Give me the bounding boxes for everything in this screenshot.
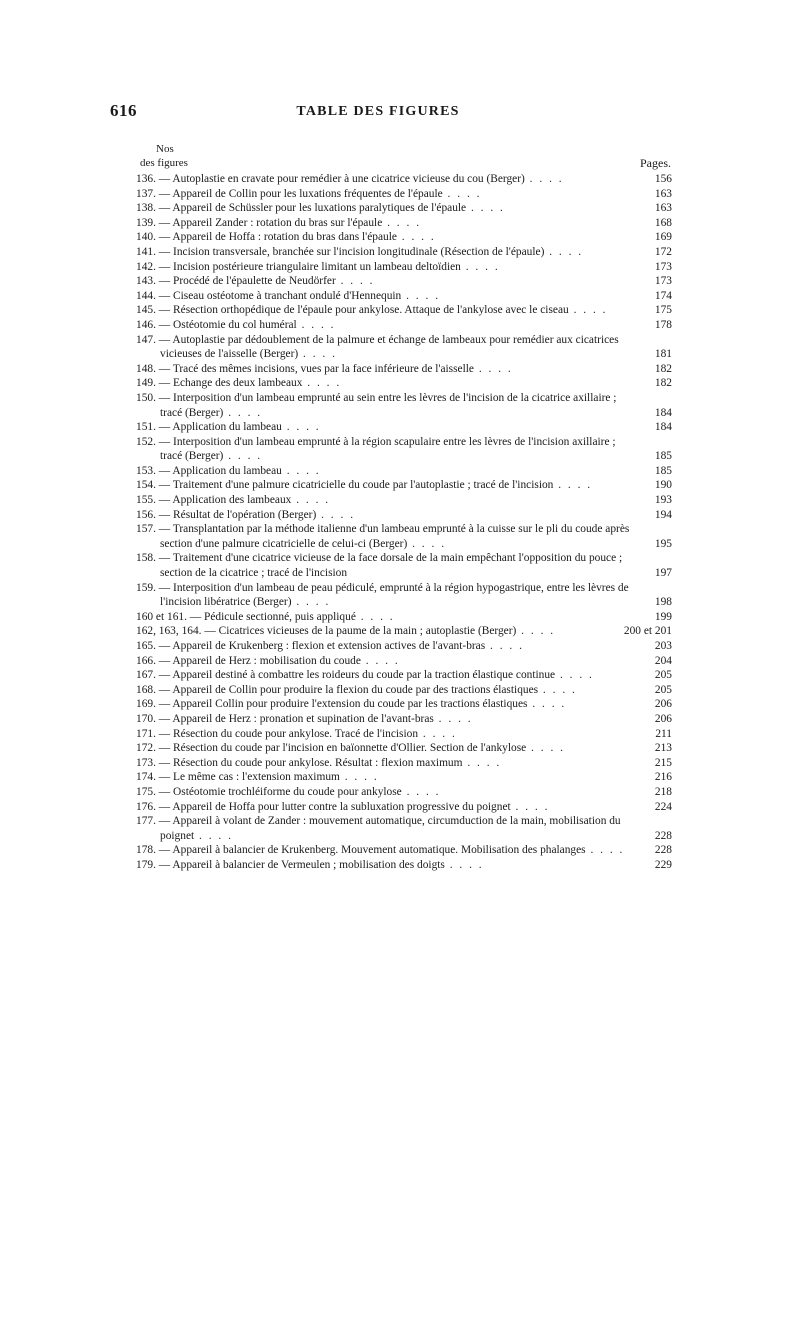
figure-caption: — Appareil Collin pour produire l'extension du coude par les tractions élastiques — [158, 698, 528, 711]
page-reference: 197 — [654, 567, 672, 580]
page-reference: 193 — [654, 494, 672, 507]
figure-number: 169. — [136, 698, 156, 711]
figure-number: 152. — [136, 435, 156, 448]
figure-caption: — Appareil à balancier de Vermeulen ; mobilisation des doigts — [158, 858, 445, 871]
figure-caption: — Résection du coude par l'incision en baïonnette d'Ollier. Section de l'ankylose — [158, 742, 527, 755]
page-reference: 216 — [654, 771, 672, 784]
figure-number: 171. — [136, 727, 156, 740]
dot-leader: . . . . — [223, 406, 263, 419]
page-reference: 182 — [654, 377, 672, 390]
figure-caption: — Appareil de Collin pour produire la flexion du coude par des tractions élastiques — [158, 683, 539, 696]
dot-leader: . . . . — [316, 508, 356, 521]
figure-number: 153. — [136, 464, 156, 477]
figure-caption: — Autoplastie par dédoublement de la palmure et échange de lambeaux pour remédier aux cicatrices vicieuses de l'aisselle (Berger) — [158, 333, 619, 361]
figure-entry — [136, 639, 672, 654]
figure-caption: — Appareil de Herz : pronation et supination de l'avant-bras — [158, 712, 434, 725]
dot-leader: . . . . — [460, 260, 500, 273]
figure-caption: — Interposition d'un lambeau emprunté au sein entre les lèvres de l'incision de la cicatrice axillaire ; tracé (Berger) — [158, 391, 617, 419]
figure-number: 174. — [136, 771, 156, 784]
page-reference: 198 — [654, 596, 672, 609]
column-header-pages: Pages. — [640, 156, 671, 170]
page-reference: 173 — [654, 260, 672, 273]
page-reference: 173 — [654, 275, 672, 288]
page-reference: 200 et 201 — [623, 625, 672, 638]
figure-number: 137. — [136, 187, 156, 200]
page-reference: 168 — [654, 216, 672, 229]
figure-entry — [136, 581, 672, 610]
figure-caption: — Appareil Zander : rotation du bras sur l'épaule — [158, 216, 383, 229]
figure-caption: — Résection orthopédique de l'épaule pour ankylose. Attaque de l'ankylose avec le ciseau — [158, 304, 569, 317]
page-reference: 203 — [654, 640, 672, 652]
page-reference: 199 — [654, 610, 672, 623]
dot-leader: . . . . — [510, 800, 550, 813]
figure-entry — [136, 201, 672, 216]
figure-number: 148. — [136, 362, 156, 375]
figure-number: 141. — [136, 245, 156, 258]
figure-caption: — Appareil destiné à combattre les roideurs du coude par la traction élastique continue — [158, 669, 556, 682]
page-reference: 205 — [654, 669, 672, 682]
figure-caption: — Résultat de l'opération (Berger) — [158, 508, 317, 521]
dot-leader: . . . . — [553, 479, 593, 492]
page-reference: 204 — [654, 654, 672, 667]
column-header-nos: Nos — [156, 143, 174, 155]
running-title: TABLE DES FIGURES — [296, 104, 460, 119]
page-reference: 184 — [654, 406, 672, 419]
page-reference: 178 — [654, 318, 672, 331]
figure-caption: — Procédé de l'épaulette de Neudörfer — [158, 275, 336, 288]
figure-entry — [136, 230, 672, 245]
figure-entry — [136, 858, 672, 873]
dot-leader: . . . . — [444, 858, 484, 871]
dot-leader: . . . . — [433, 712, 473, 725]
figure-entry — [136, 551, 672, 580]
figure-number: 151. — [136, 421, 156, 434]
figure-entry — [136, 654, 672, 669]
figure-number: 140. — [136, 231, 156, 244]
dot-leader: . . . . — [555, 669, 594, 682]
dot-leader: . . . . — [407, 537, 447, 550]
figure-caption: — Application du lambeau — [158, 464, 282, 477]
dot-leader: . . . . — [401, 785, 441, 798]
figure-caption: — Traitement d'une cicatrice vicieuse de la face dorsale de la main empêchant l'opposition du pouce ; section de la cicatrice ; tracé de l'incision — [158, 552, 623, 580]
figure-entry — [136, 478, 672, 493]
figure-number: 139. — [136, 216, 156, 229]
figure-entry — [136, 814, 672, 843]
figure-number: 170. — [136, 712, 156, 725]
page-reference: 163 — [654, 187, 672, 200]
figure-entry — [136, 260, 672, 275]
figure-number: 149. — [136, 377, 156, 390]
figure-number: 156. — [136, 508, 156, 521]
figure-caption: — Incision postérieure triangulaire limitant un lambeau deltoïdien — [158, 260, 461, 273]
page-reference: 156 — [654, 173, 672, 185]
figure-entry — [136, 245, 672, 260]
dot-leader: . . . . — [360, 654, 400, 667]
figure-caption: — Résection du coude pour ankylose. Résultat : flexion maximum — [158, 756, 463, 769]
figure-list — [136, 172, 672, 873]
dot-leader: . . . . — [485, 640, 524, 652]
dot-leader: . . . . — [466, 202, 505, 215]
figure-number: 166. — [136, 654, 156, 667]
figure-number: 157. — [136, 523, 156, 536]
figure-number: 175. — [136, 785, 156, 798]
dot-leader: . . . . — [538, 683, 577, 696]
figure-caption: — Application du lambeau — [158, 421, 282, 434]
figure-entry — [136, 187, 672, 202]
figure-caption: — Appareil de Schüssler pour les luxations paralytiques de l'épaule — [158, 202, 467, 215]
figure-caption: — Pédicule sectionné, puis appliqué — [189, 610, 356, 623]
figure-entry — [136, 376, 672, 391]
page-reference: 195 — [654, 537, 672, 550]
figure-caption: — Cicatrices vicieuses de la paume de la main ; autoplastie (Berger) — [204, 625, 517, 638]
dot-leader: . . . . — [527, 698, 567, 711]
figure-entry — [136, 289, 672, 304]
page-reference: 211 — [655, 727, 672, 740]
dot-leader: . . . . — [281, 464, 321, 477]
figure-caption: — Incision transversale, branchée sur l'incision longitudinale (Résection de l'épaule) — [158, 245, 545, 258]
dot-leader: . . . . — [462, 756, 502, 769]
dot-leader: . . . . — [585, 844, 625, 857]
dot-leader: . . . . — [223, 450, 263, 463]
figure-entry — [136, 274, 672, 289]
dot-leader: . . . . — [194, 829, 233, 842]
column-header-des-figures: des figures — [140, 157, 188, 169]
dot-leader: . . . . — [524, 173, 564, 185]
figure-caption: — Application des lambeaux — [158, 494, 292, 507]
dot-leader: . . . . — [296, 318, 336, 331]
page-reference: 218 — [654, 785, 672, 798]
figure-entry — [136, 683, 672, 698]
figure-entry — [136, 727, 672, 742]
figure-caption: — Appareil de Collin pour les luxations fréquentes de l'épaule — [158, 187, 443, 200]
dot-leader: . . . . — [335, 275, 375, 288]
figure-entry — [136, 333, 672, 362]
figure-number: 176. — [136, 800, 156, 813]
figure-number: 173. — [136, 756, 156, 769]
dot-leader: . . . . — [442, 187, 482, 200]
figure-number: 167. — [136, 669, 156, 682]
figure-caption: — Transplantation par la méthode italienne d'un lambeau emprunté à la cuisse sur le pli du coude après section d'une palmure cicatricielle de celui-ci (Berger) — [158, 523, 630, 550]
figure-caption: — Appareil de Hoffa pour lutter contre la subluxation progressive du poignet — [158, 800, 511, 813]
figure-entry — [136, 172, 672, 187]
figure-entry — [136, 624, 672, 639]
figure-entry — [136, 216, 672, 231]
figure-entry — [136, 770, 672, 785]
figure-entry — [136, 668, 672, 683]
figure-number: 150. — [136, 391, 156, 404]
page-reference: 174 — [654, 289, 672, 302]
page-reference: 185 — [654, 464, 672, 477]
figure-caption: — Tracé des mêmes incisions, vues par la face inférieure de l'aisselle — [158, 362, 474, 375]
dot-leader: . . . . — [291, 494, 331, 507]
dot-leader: . . . . — [339, 771, 379, 784]
figure-number: 159. — [136, 581, 156, 594]
figure-caption: — Appareil de Hoffa : rotation du bras dans l'épaule — [158, 231, 397, 244]
page-reference: 181 — [654, 348, 672, 361]
figure-caption: — Ciseau ostéotome à tranchant ondulé d'Hennequin — [158, 289, 402, 302]
page-reference: 184 — [654, 421, 672, 434]
figure-caption: — Appareil de Herz : mobilisation du coude — [158, 654, 361, 667]
page-reference: 213 — [654, 742, 672, 755]
dot-leader: . . . . — [401, 289, 441, 302]
figure-entry — [136, 464, 672, 479]
page-reference: 163 — [654, 202, 672, 215]
figure-caption: — Appareil à volant de Zander : mouvement automatique, circumduction de la main, mobilisation du poignet — [158, 815, 621, 842]
dot-leader: . . . . — [382, 216, 422, 229]
figure-entry — [136, 800, 672, 815]
figure-entry — [136, 756, 672, 771]
figure-caption: — Interposition d'un lambeau de peau pédiculé, emprunté à la région hypogastrique, entre les lèvres de l'incision libératrice (Berger) — [158, 581, 629, 609]
dot-leader: . . . . — [291, 596, 331, 609]
figure-number: 155. — [136, 494, 156, 507]
dot-leader: . . . . — [281, 421, 321, 434]
figure-number: 136. — [136, 173, 156, 185]
figure-entry — [136, 843, 672, 858]
dot-leader: . . . . — [516, 625, 556, 638]
figure-caption: — Appareil de Krukenberg : flexion et extension actives de l'avant-bras — [158, 640, 486, 652]
figure-entry — [136, 391, 672, 420]
figure-caption: — Echange des deux lambeaux — [158, 377, 303, 390]
page-number: 616 — [110, 101, 137, 120]
page-reference: 185 — [654, 450, 672, 463]
figure-number: 160 et 161. — [136, 610, 187, 623]
dot-leader: . . . . — [396, 231, 436, 244]
figure-number: 165. — [136, 640, 156, 652]
page-reference: 175 — [654, 304, 672, 317]
page-reference: 224 — [654, 800, 672, 813]
figure-entry — [136, 362, 672, 377]
page-reference: 182 — [654, 362, 672, 375]
figure-number: 147. — [136, 333, 156, 346]
figure-number: 177. — [136, 815, 156, 828]
page-reference: 206 — [654, 712, 672, 725]
column-header-figure-numbers — [140, 142, 188, 170]
figure-caption: — Le même cas : l'extension maximum — [158, 771, 340, 784]
page-reference: 228 — [654, 844, 672, 857]
figure-entry — [136, 610, 672, 625]
page-reference: 190 — [654, 479, 672, 492]
figure-number: 178. — [136, 844, 156, 857]
figure-entry — [136, 420, 672, 435]
figure-entry — [136, 785, 672, 800]
figure-entry — [136, 697, 672, 712]
dot-leader: . . . . — [544, 245, 584, 258]
page-reference: 205 — [654, 683, 672, 696]
figure-number: 158. — [136, 552, 156, 565]
dot-leader: . . . . — [302, 377, 342, 390]
figure-number: 143. — [136, 275, 156, 288]
figure-entry — [136, 435, 672, 464]
figure-number: 138. — [136, 202, 156, 215]
figure-number: 146. — [136, 318, 156, 331]
figure-caption: — Traitement d'une palmure cicatricielle du coude par l'autoplastie ; tracé de l'incision — [158, 479, 554, 492]
figure-number: 162, 163, 164. — [136, 625, 202, 638]
page-reference: 229 — [654, 858, 672, 871]
figure-entry — [136, 493, 672, 508]
figure-caption: — Résection du coude pour ankylose. Tracé de l'incision — [158, 727, 419, 740]
figure-entry — [136, 318, 672, 333]
figure-number: 144. — [136, 289, 156, 302]
dot-leader: . . . . — [526, 742, 565, 755]
page-reference: 194 — [654, 508, 672, 521]
page-reference: 206 — [654, 698, 672, 711]
figure-entry — [136, 508, 672, 523]
figure-number: 154. — [136, 479, 156, 492]
figure-entry — [136, 712, 672, 727]
dot-leader: . . . . — [474, 362, 513, 375]
figure-caption: — Autoplastie en cravate pour remédier à une cicatrice vicieuse du cou (Berger) — [158, 173, 525, 185]
figure-caption: — Ostéotomie du col huméral — [158, 318, 297, 331]
figure-caption: — Appareil à balancier de Krukenberg. Mouvement automatique. Mobilisation des phalanges — [158, 844, 586, 857]
dot-leader: . . . . — [568, 304, 608, 317]
dot-leader: . . . . — [298, 348, 337, 361]
figure-caption: — Interposition d'un lambeau emprunté à la région scapulaire entre les lèvres de l'incision axillaire ; tracé (Berger) — [158, 435, 616, 463]
figure-entry — [136, 522, 672, 551]
figure-number: 168. — [136, 683, 156, 696]
figure-entry — [136, 741, 672, 756]
dot-leader: . . . . — [418, 727, 457, 740]
page-reference: 169 — [654, 231, 672, 244]
figure-number: 142. — [136, 260, 156, 273]
page-reference: 228 — [654, 829, 672, 842]
figure-caption: — Ostéotomie trochléiforme du coude pour ankylose — [158, 785, 402, 798]
dot-leader: . . . . — [355, 610, 395, 623]
figure-number: 172. — [136, 742, 156, 755]
figure-number: 179. — [136, 858, 156, 871]
figure-entry — [136, 303, 672, 318]
page-reference: 172 — [654, 245, 672, 258]
figure-number: 145. — [136, 304, 156, 317]
page-reference: 215 — [654, 756, 672, 769]
